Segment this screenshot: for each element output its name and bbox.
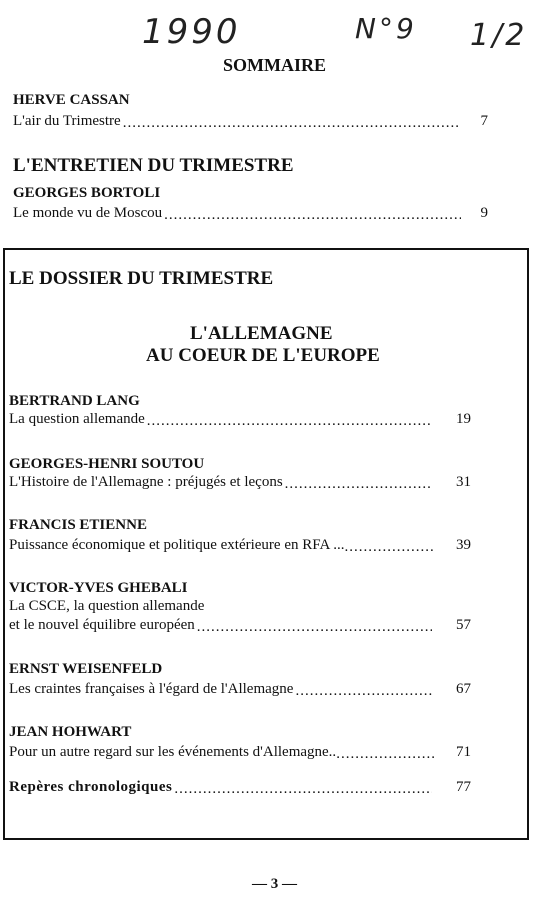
entry-title: Le monde vu de Moscou (13, 205, 163, 221)
toc-entry-soutou (9, 474, 471, 491)
toc-entry-etienne (9, 537, 471, 554)
entry-page: 57 (456, 617, 471, 633)
entretien-heading: L'ENTRETIEN DU TRIMESTRE (13, 155, 294, 176)
dot-leader (344, 539, 434, 554)
entry-page: 67 (456, 681, 471, 697)
handwritten-year: 1990 (142, 12, 241, 52)
dot-leader (197, 619, 432, 634)
entry-title: Puissance économique et politique extérieure en RFA ... (9, 537, 345, 553)
toc-entry-bortoli (13, 205, 488, 222)
toc-entry-cassan (13, 113, 488, 130)
author-bortoli: GEORGES BORTOLI (13, 185, 161, 201)
author-soutou: GEORGES-HENRI SOUTOU (9, 456, 205, 472)
entry-title: L'air du Trimestre (13, 113, 121, 129)
handwritten-issue-number: N°9 (355, 12, 417, 45)
toc-entry-hohwart (9, 744, 471, 761)
dot-leader (336, 746, 434, 761)
toc-entry-lang (9, 411, 471, 428)
author-weisenfeld: ERNST WEISENFELD (9, 661, 163, 677)
entry-page: 9 (480, 205, 488, 221)
dossier-subtitle-line1: L'ALLEMAGNE (190, 323, 333, 344)
dossier-heading: LE DOSSIER DU TRIMESTRE (9, 268, 274, 289)
entry-title: Les craintes françaises à l'égard de l'Allemagne (9, 681, 294, 697)
page-number: — 3 — (252, 876, 297, 892)
handwritten-fraction: 1/2 (470, 18, 528, 53)
entry-page: 39 (456, 537, 471, 553)
entry-title: La question allemande (9, 411, 145, 427)
entry-page: 31 (456, 474, 471, 490)
entry-page: 77 (456, 779, 471, 795)
author-hohwart: JEAN HOHWART (9, 724, 132, 740)
dot-leader (285, 476, 432, 491)
dot-leader (123, 115, 461, 130)
author-ghebali: VICTOR-YVES GHEBALI (9, 580, 188, 596)
dot-leader (147, 413, 432, 428)
dot-leader (295, 683, 432, 698)
author-etienne: FRANCIS ETIENNE (9, 517, 147, 533)
author-cassan: HERVE CASSAN (13, 92, 130, 108)
toc-entry-reperes (9, 779, 471, 796)
dot-leader (174, 781, 432, 796)
entry-page: 7 (480, 113, 488, 129)
dot-leader (164, 207, 460, 222)
entry-page: 71 (456, 744, 471, 760)
entry-title: L'Histoire de l'Allemagne : préjugés et leçons (9, 474, 283, 490)
page-title: SOMMAIRE (223, 55, 326, 75)
toc-entry-ghebali (9, 617, 471, 634)
entry-page: 19 (456, 411, 471, 427)
toc-entry-weisenfeld (9, 681, 471, 698)
author-lang: BERTRAND LANG (9, 393, 140, 409)
entry-title: Pour un autre regard sur les événements d'Allemagne.. (9, 744, 337, 760)
entry-title: et le nouvel équilibre européen (9, 617, 195, 633)
dossier-subtitle-line2: AU COEUR DE L'EUROPE (146, 345, 380, 366)
entry-title-line1: La CSCE, la question allemande (9, 598, 205, 614)
entry-title: Repères chronologiques (9, 779, 173, 795)
